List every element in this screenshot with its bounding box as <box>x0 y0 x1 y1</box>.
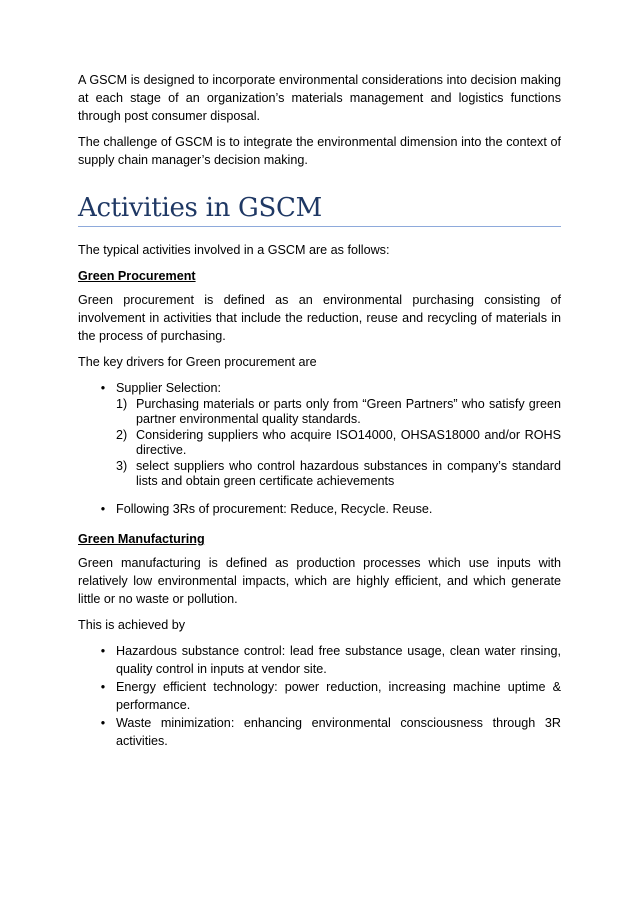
bullet-icon: • <box>100 716 106 730</box>
achieved-by-intro: This is achieved by <box>78 618 186 632</box>
item-number: 2) <box>116 428 128 442</box>
item-text: select suppliers who control hazardous substances in company’s standard lists and obtain green certificate achievements <box>136 459 561 488</box>
intro-paragraph-1: A GSCM is designed to incorporate environmental considerations into decision making at each stage of an organization’s materials management and logistics functions through post consumer disposal. <box>78 73 561 123</box>
green-procurement-subheading: Green Procurement <box>78 269 196 283</box>
manufacturing-bullet-list <box>78 642 561 750</box>
supplier-selection-list <box>116 397 561 488</box>
list-item <box>78 642 561 678</box>
lead-paragraph: The typical activities involved in a GSCM are as follows: <box>78 243 390 257</box>
list-item <box>116 397 561 426</box>
item-number: 1) <box>116 397 128 411</box>
document-body <box>78 71 561 750</box>
bullet-text: Supplier Selection: <box>116 381 222 395</box>
bullet-text: Waste minimization: enhancing environmental consciousness through 3R activities. <box>116 716 561 748</box>
bullet-icon: • <box>100 381 106 395</box>
list-item <box>116 428 561 457</box>
intro-paragraph-2: The challenge of GSCM is to integrate the environmental dimension into the context of supply chain manager’s decision making. <box>78 135 561 167</box>
bullet-text: Hazardous substance control: lead free substance usage, clean water rinsing, quality control in inputs at vendor site. <box>116 644 561 676</box>
list-item <box>78 714 561 750</box>
item-text: Purchasing materials or parts only from “Green Partners” who satisfy green partner environmental quality standards. <box>136 397 561 426</box>
item-number: 3) <box>116 459 128 473</box>
section-heading: Activities in GSCM <box>78 191 561 227</box>
bullet-icon: • <box>100 502 106 516</box>
procurement-bullet-list <box>78 379 561 518</box>
bullet-icon: • <box>100 680 106 694</box>
bullet-text: Energy efficient technology: power reduction, increasing machine uptime & performance. <box>116 680 561 712</box>
list-item <box>116 459 561 488</box>
bullet-icon: • <box>100 644 106 658</box>
item-text: Considering suppliers who acquire ISO14000, OHSAS18000 and/or ROHS directive. <box>136 428 561 457</box>
green-manufacturing-definition: Green manufacturing is defined as production processes which use inputs with relatively low environmental impacts, which are highly efficient, and which generate little or no waste or pollution. <box>78 556 561 606</box>
list-item <box>78 678 561 714</box>
green-procurement-definition: Green procurement is defined as an environmental purchasing consisting of involvement in activities that include the reduction, reuse and recycling of materials in the process of purchasing. <box>78 293 561 343</box>
list-item <box>78 500 561 518</box>
list-item <box>78 379 561 488</box>
key-drivers-intro: The key drivers for Green procurement are <box>78 355 317 369</box>
bullet-text: Following 3Rs of procurement: Reduce, Recycle. Reuse. <box>116 502 433 516</box>
green-manufacturing-subheading: Green Manufacturing <box>78 532 205 546</box>
